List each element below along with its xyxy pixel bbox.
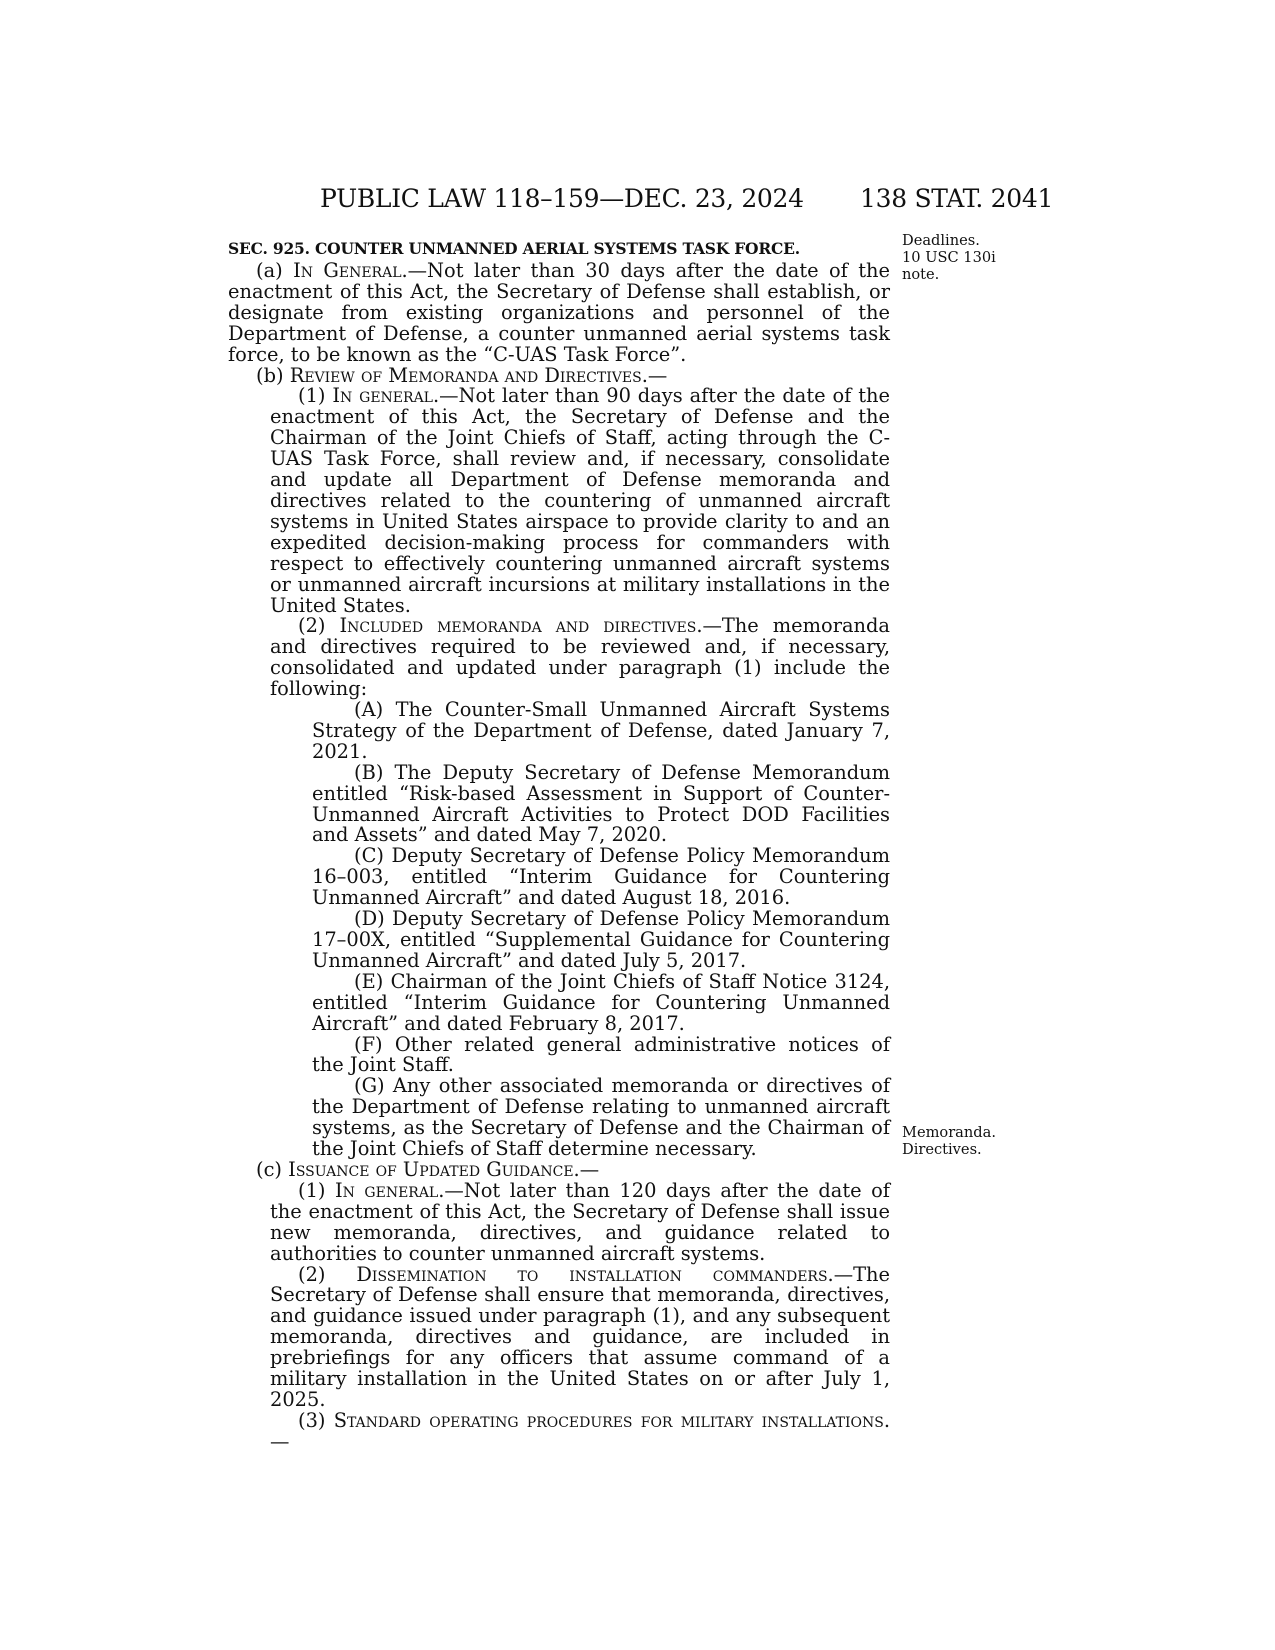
margin-note-line: note. — [902, 266, 940, 283]
paragraph-c1: (1) In general.—Not later than 120 days after the date of the enactment of this Act, the Secretary of Defense shall issue new memoranda, directives, and guidance related to authorities to counter unmanned aircraft systems. — [270, 1178, 890, 1265]
margin-note-line: Directives. — [902, 1141, 982, 1158]
paragraph-c2: (2) Dissemination to installation commanders.—The Secretary of Defense shall ensure that memoranda, directives, and guidance issued under paragraph (1), and any subsequent memoranda, directives and guidance, are included in prebriefings for any officers that assume command of a military installation in the United States on or after July 1, 2025. — [270, 1262, 890, 1411]
running-header-title: PUBLIC LAW 118–159—DEC. 23, 2024 — [320, 184, 804, 213]
list-item: (G) Any other associated memoranda or directives of the Department of Defense relating to unmanned aircraft systems, as the Secretary of Defense and the Chairman of the Joint Chiefs of Staff determine necessary. — [312, 1074, 890, 1161]
list-item: (F) Other related general administrative notices of the Joint Staff. — [312, 1032, 890, 1077]
paragraph-b1: (1) In general.—Not later than 90 days after the date of the enactment of this Act, the Secretary of Defense and the Chairman of the Joint Chiefs of Staff, acting through the C-UAS Task Force, shall review and, if necessary, consolidate and update all Department of Defense memoranda and directives related to the countering of unmanned aircraft systems in United States airspace to provide clarity to and an expedited decision-making process for commanders with respect to effectively countering unmanned aircraft systems or unmanned aircraft incursions at military installations in the United States. — [270, 384, 890, 617]
subsection-a: (a) In General.—Not later than 30 days after the date of the enactment of this Act, the Secretary of Defense shall establish, or designate from existing organizations and personnel of the Department of Defense, a counter unmanned aerial systems task force, to be known as the “C-UAS Task Force”. — [228, 259, 890, 366]
subsection-c-heading: (c) Issuance of Updated Guidance.— — [256, 1157, 600, 1181]
paragraph-c3: (3) Standard operating procedures for military installations.— — [270, 1408, 890, 1453]
section-body — [228, 238, 890, 1453]
paragraph-heading: In general — [332, 384, 433, 408]
subsection-heading: In General — [293, 259, 402, 282]
paragraph-heading: Dissemination to installation commanders — [356, 1262, 828, 1286]
paragraph-heading: Included memoranda and directives — [339, 614, 697, 638]
paragraph-heading: In general — [334, 1178, 439, 1202]
list-item: (C) Deputy Secretary of Defense Policy Memorandum 16–003, entitled “Interim Guidance for Countering Unmanned Aircraft” and dated August 18, 2016. — [312, 844, 890, 910]
paragraph-b2: (2) Included memoranda and directives.—The memoranda and directives required to be reviewed and, if necessary, consolidated and updated under paragraph (1) include the following: — [270, 614, 890, 701]
subsection-b-heading: (b) Review of Memoranda and Directives.— — [256, 363, 668, 387]
list-item: (A) The Counter-Small Unmanned Aircraft Systems Strategy of the Department of Defense, dated January 7, 2021. — [312, 698, 890, 763]
margin-note-line: 10 USC 130i — [902, 249, 996, 266]
list-item: (E) Chairman of the Joint Chiefs of Staff Notice 3124, entitled “Interim Guidance for Countering Unmanned Aircraft” and dated February 8, 2017. — [312, 969, 890, 1035]
margin-note-deadlines — [902, 232, 996, 283]
section-heading: SEC. 925. COUNTER UNMANNED AERIAL SYSTEMS TASK FORCE. — [228, 239, 800, 258]
list-item: (D) Deputy Secretary of Defense Policy Memorandum 17–00X, entitled “Supplemental Guidance for Countering Unmanned Aircraft” and dated July 5, 2017. — [312, 907, 890, 972]
running-header-page-number: 138 STAT. 2041 — [860, 184, 1054, 213]
subsection-heading: Review of Memoranda and Directives — [289, 363, 642, 387]
subsection-heading: Issuance of Updated Guidance — [288, 1157, 574, 1181]
margin-note-memoranda — [902, 1124, 996, 1158]
list-item: (B) The Deputy Secretary of Defense Memorandum entitled “Risk-based Assessment in Support of Counter-Unmanned Aircraft Activities to Protect DOD Facilities and Assets” and dated May 7, 2020. — [312, 760, 890, 847]
margin-note-line: Memoranda. — [902, 1124, 996, 1141]
paragraph-heading: Standard operating procedures for military installations — [333, 1408, 884, 1432]
margin-note-line: Deadlines. — [902, 232, 980, 249]
